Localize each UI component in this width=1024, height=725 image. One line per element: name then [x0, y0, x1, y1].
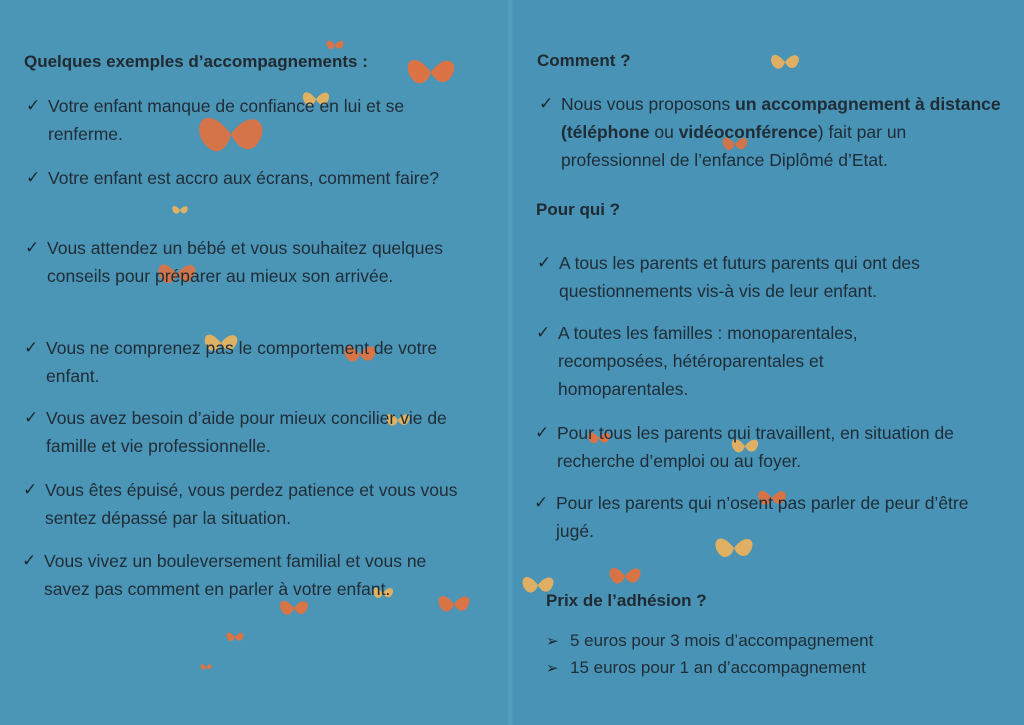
price-item: ➢ 15 euros pour 1 an d’accompagnement: [570, 655, 990, 681]
arrow-bullet-icon: ➢: [546, 659, 559, 677]
checkmark-icon: ✓: [22, 551, 37, 571]
butterfly-icon: [168, 200, 192, 220]
butterfly-icon: [224, 626, 246, 648]
checkmark-icon: ✓: [535, 423, 550, 443]
list-item: ✓ A tous les parents et futurs parents qui ont des questionnements vis-à vis de leur enfant.: [559, 249, 1004, 305]
list-item: ✓ Votre enfant manque de confiance en lui et se renferme.: [48, 92, 468, 148]
list-item: ✓ Vous attendez un bébé et vous souhaitez quelques conseils pour préparer au mieux son arrivée.: [47, 234, 467, 290]
section-title-comment: Comment ?: [537, 51, 631, 70]
checkmark-icon: ✓: [26, 96, 41, 116]
page-fold: [506, 0, 514, 725]
list-item: ✓ Vous avez besoin d’aide pour mieux concilier vie de famille et vie professionnelle.: [46, 404, 466, 460]
checkmark-icon: ✓: [539, 94, 554, 114]
list-item: ✓ Nous vous proposons un accompagnement à distance (téléphone ou vidéoconférence) fait par un professionnel de l’enfance Diplômé d’Etat.: [561, 90, 1006, 174]
list-item: ✓ Pour tous les parents qui travaillent, en situation de recherche d’emploi ou au foyer.: [557, 419, 1002, 475]
checkmark-icon: ✓: [24, 338, 39, 358]
price-item: ➢ 5 euros pour 3 mois d’accompagnement: [570, 628, 990, 654]
section-title-pour-qui: Pour qui ?: [536, 200, 621, 219]
checkmark-icon: ✓: [23, 480, 38, 500]
checkmark-icon: ✓: [25, 238, 40, 258]
list-item: ✓ Vous êtes épuisé, vous perdez patience et vous vous sentez dépassé par la situation.: [45, 476, 470, 532]
section-title-prix: Prix de l’adhésion ?: [546, 591, 707, 610]
butterfly-icon: [762, 44, 808, 80]
list-item: ✓ Vous ne comprenez pas le comportement de votre enfant.: [46, 334, 466, 390]
checkmark-icon: ✓: [534, 493, 549, 513]
checkmark-icon: ✓: [536, 323, 551, 343]
list-item: ✓ Vous vivez un bouleversement familial et vous ne savez pas comment en parler à votre enfant.: [44, 547, 464, 603]
section-title-examples: Quelques exemples d’accompagnements :: [24, 52, 368, 71]
list-item: ✓ A toutes les familles : monoparentales, recomposées, hétéroparentales et homoparentales.: [558, 319, 918, 403]
butterfly-icon: [602, 556, 648, 596]
arrow-bullet-icon: ➢: [546, 632, 559, 650]
butterfly-icon: [198, 660, 214, 674]
checkmark-icon: ✓: [24, 408, 39, 428]
checkmark-icon: ✓: [537, 253, 552, 273]
list-item: ✓ Pour les parents qui n’osent pas parler de peur d’être jugé.: [556, 489, 1001, 545]
checkmark-icon: ✓: [26, 168, 41, 188]
list-item: ✓ Votre enfant est accro aux écrans, comment faire?: [48, 164, 468, 192]
